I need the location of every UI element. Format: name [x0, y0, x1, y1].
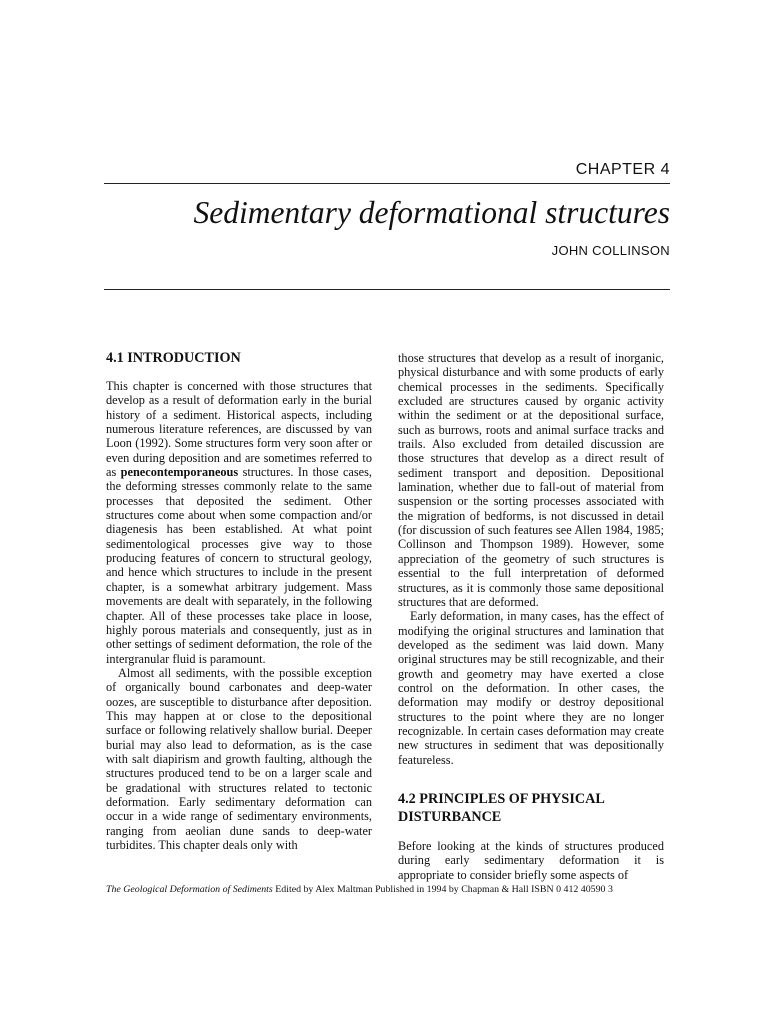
right-column	[398, 351, 664, 882]
heading-line: 4.2 PRINCIPLES OF PHYSICAL	[398, 790, 605, 807]
paragraph: those structures that develop as a result of inorganic, physical disturbance and with some products of early chemical processes in the sediments. Specifically excluded are structures caused by organic activity within the sediment or at the depositional surface, such as burrows, roots and animal surface tracks and trails. Also excluded from detailed discussion are those structures that develop as a direct result of sediment transport and deposition. Depositional lamination, whether due to fall-out of material from suspension or the sorting processes associated with the migration of bedforms, is not discussed in detail (for discussion of such features see Allen 1984, 1985; Collinson and Thompson 1989). However, some appreciation of the geometry of such structures is essential to the full interpretation of deformed structures, as it is commonly those same depositional structures that are deformed.	[398, 351, 664, 609]
paragraph: Early deformation, in many cases, has the effect of modifying the original structures and lamination that developed as the sediment was laid down. Many original structures may be still recognizable, and their growth and geometry may have exerted a close control on the deformation. In other cases, the deformation may modify or destroy depositional structures to the point where they are no longer recognizable. In certain cases deformation may create new structures in sediment that was depositionally featureless.	[398, 609, 664, 767]
publication-info: Edited by Alex Maltman Published in 1994 by Chapman & Hall ISBN 0 412 40590 3	[272, 884, 613, 895]
paragraph: Almost all sediments, with the possible exception of organically bound carbonates and deep-water oozes, are susceptible to disturbance after deposition. This may happen at or close to the depositional surface or following relatively shallow burial. Deeper burial may also lead to deformation, as is the case with salt diapirism and growth faulting, although the structures produced tend to be on a larger scale and be gradational with structures related to tectonic deformation. Early sedimentary deformation can occur in a wide range of sedimentary environments, ranging from aeolian dune sands to deep-water turbidites. This chapter deals only with	[106, 665, 372, 852]
left-column	[106, 349, 372, 852]
top-rule	[104, 183, 670, 184]
paragraph-text: This chapter is concerned with those structures that develop as a result of deformation early in the burial history of a sediment. Historical aspects, including numerous literature references, are discussed by van Loon (1992). Some structures form very soon after or even during deposition and are sometimes referred to as	[106, 379, 372, 480]
author-name: JOHN COLLINSON	[551, 243, 670, 258]
bottom-rule	[104, 289, 670, 290]
footer-citation	[106, 884, 672, 896]
heading-line: DISTURBANCE	[398, 808, 502, 825]
section-heading-principles	[398, 790, 664, 826]
chapter-label: CHAPTER 4	[575, 161, 670, 178]
chapter-title: Sedimentary deformational structures	[193, 195, 670, 230]
paragraph	[106, 379, 372, 666]
paragraph: Before looking at the kinds of structures produced during early sedimentary deformation it is appropriate to consider briefly some aspects of	[398, 838, 664, 882]
section-heading-introduction: 4.1 INTRODUCTION	[106, 350, 241, 366]
paragraph-text: structures. In those cases, the deforming stresses commonly relate to the same processes that deposited the sediment. Other structures come about when some compaction and/or diagenesis has been established. At what point sedimentological processes give way to those producing features of concern to structural geology, and hence which structures to include in the present chapter, is a somewhat arbitrary judgement. Mass movements are dealt with separately, in the following chapter. All of these processes take place in loose, highly porous materials and consequently, just as in other settings of sediment deformation, the role of the intergranular fluid is paramount.	[106, 465, 372, 666]
bold-term: penecontemporaneous	[120, 465, 239, 480]
book-title: The Geological Deformation of Sediments	[106, 884, 273, 895]
